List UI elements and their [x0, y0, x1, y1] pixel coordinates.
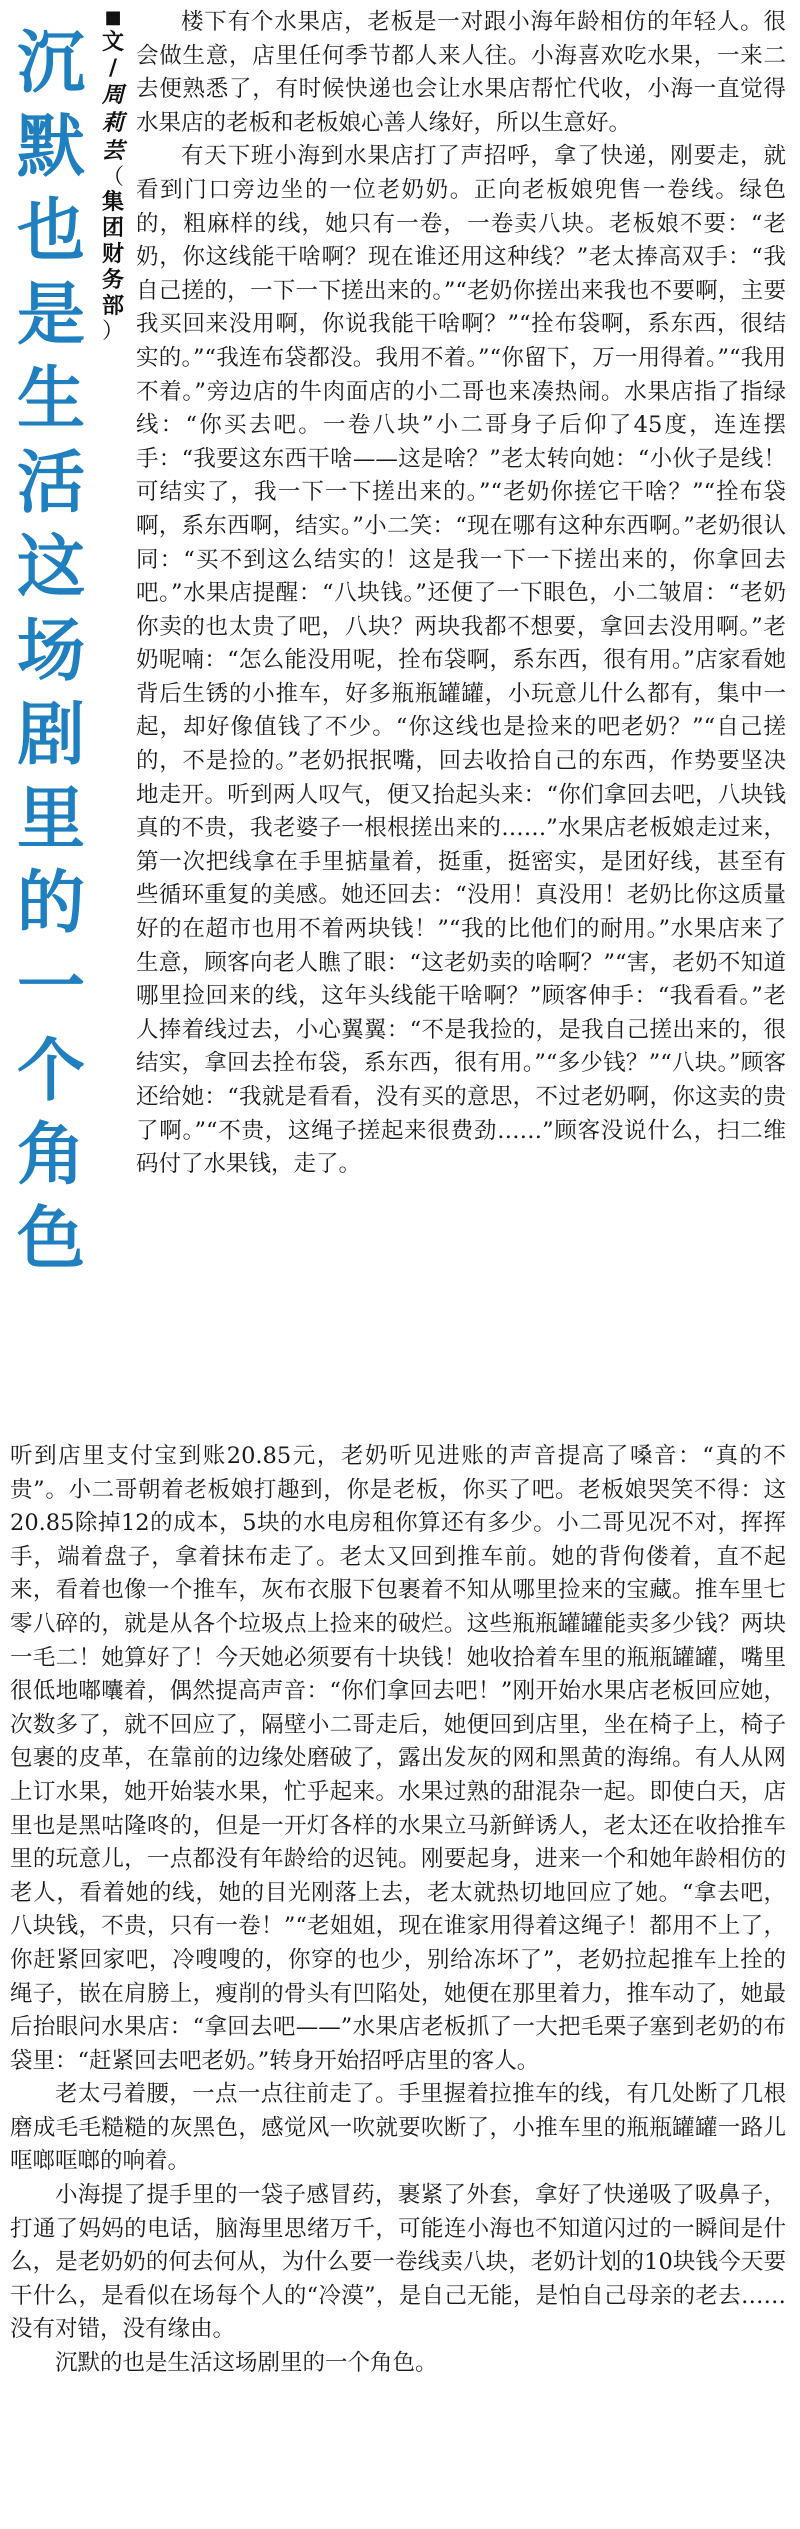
article-body-column [136, 6, 786, 1182]
byline-label-char: 文 [101, 30, 124, 55]
title-char: 剧 [16, 696, 85, 775]
author-department [102, 190, 124, 320]
department-char: 团 [101, 216, 124, 241]
title-char: 一 [16, 948, 85, 1027]
author-name-char: 莉 [101, 111, 124, 136]
paragraph: 有天下班小海到水果店打了声招呼，拿了快递，刚要走，就看到门口旁边坐的一位老奶奶。正向老板娘兜售一卷线。绿色的，粗麻样的线，她只有一卷，一卷卖八块。老板娘不要：“老奶，你这线能干啥啊？现在谁还用这种线？”老太捧高双手：“我自己搓的，一下一下搓出来的。”“老奶你搓出来我也不要啊，主要我买回来没用啊，你说我能干啥啊？”“拴布袋啊，系东西，很结实的。”“我连布袋都没。我用不着。”“你留下，万一用得着。”“我用不着。”旁边店的牛肉面店的小二哥也来凑热闹。水果店指了指绿线：“你买去吧。一卷八块”小二哥身子后仰了45度，连连摆手：“我要这东西干啥——这是啥？”老太转向她：“小伙子是线！可结实了，我一下一下搓出来的。”“老奶你搓它干啥？”“拴布袋啊，系东西啊，结实。”小二笑：“现在哪有这种东西啊。”老奶很认同：“买不到这么结实的！这是我一下一下搓出来的，你拿回去吧。”水果店提醒：“八块钱。”还便了一下眼色，小二皱眉：“老奶你卖的也太贵了吧，八块？两块我都不想要，拿回去没用啊。”老奶呢喃：“怎么能没用呢，拴布袋啊，系东西，很有用。”店家看她背后生锈的小推车，好多瓶瓶罐罐，小玩意儿什么都有，集中一起，却好像值钱了不少。“你这线也是捡来的吧老奶？”“自己搓的，不是捡的。”老奶抿抿嘴，回去收拾自己的东西，作势要坚决地走开。听到两人叹气，便又抬起头来：“你们拿回去吧，八块钱真的不贵，我老婆子一根根搓出来的……”水果店老板娘走过来，第一次把线拿在手里掂量着，挺重，挺密实，是团好线，甚至有些循环重复的美感。她还回去：“没用！真没用！老奶比你这质量好的在超市也用不着两块钱！”“我的比他们的耐用。”水果店来了生意，顾客向老人瞧了眼：“这老奶卖的啥啊？”“害，老奶不知道哪里捡回来的线，这年头线能干啥啊？”顾客伸手：“我看看。”老人捧着线过去，小心翼翼：“不是我捡的，是我自己搓出来的，很结实，拿回去拴布袋，系东西，很有用。”“多少钱？”“八块。”顾客还给她：“我就是看看，没有买的意思，不过老奶啊，你这卖的贵了啊。”“不贵，这绳子搓起来很费劲……”顾客没说什么，扫二维码付了水果钱，走了。 [136, 143, 786, 1178]
title-char: 角 [16, 1116, 85, 1195]
title-char: 这 [16, 528, 85, 607]
paragraph: 小海提了提手里的一袋子感冒药，裹紧了外套，拿好了快递吸了吸鼻子，打通了妈妈的电话，脑海里思绪万千，可能连小海也不知道闪过的一瞬间是什么，是老奶奶的何去何从，为什么要一卷线卖八块，老奶计划的10块钱今天要干什么，是看似在场每个人的“冷漠”，是自己无能，是怕自己母亲的老去……没有对错，没有缘由。 [10, 2182, 786, 2343]
byline-close-bracket: ） [101, 319, 124, 344]
byline-label-char: / [108, 56, 118, 81]
article-body-wide [10, 1440, 786, 2381]
title-char: 是 [16, 276, 85, 355]
byline-label [102, 30, 124, 82]
title-char: 里 [16, 780, 85, 859]
byline-open-bracket: （ [101, 165, 124, 190]
title-char: 活 [16, 444, 85, 523]
paragraph-closing: 沉默的也是生活这场剧里的一个角色。 [55, 2350, 438, 2377]
author-name-char: 芸 [101, 139, 124, 164]
title-char: 沉 [16, 24, 85, 103]
byline-mark: ■ [104, 7, 122, 28]
title-char: 场 [16, 612, 85, 691]
department-char: 部 [101, 294, 124, 319]
article-title [14, 22, 88, 1282]
department-char: 集 [101, 190, 124, 215]
title-char: 色 [16, 1200, 85, 1279]
author-name [102, 82, 124, 166]
department-char: 财 [101, 242, 124, 267]
department-char: 务 [101, 268, 124, 293]
title-char: 个 [16, 1032, 85, 1111]
title-char: 也 [16, 192, 85, 271]
paragraph: 楼下有个水果店，老板是一对跟小海年龄相仿的年轻人。很会做生意，店里任何季节都人来人往。小海喜欢吃水果，一来二去便熟悉了，有时候快递也会让水果店帮忙代收，小海一直觉得水果店的老板和老板娘心善人缘好，所以生意好。 [136, 9, 786, 136]
author-name-char: 周 [101, 83, 124, 108]
paragraph: 老太弓着腰，一点一点往前走了。手里握着拉推车的线，有几处断了几根磨成毛毛糙糙的灰黑色，感觉风一吹就要吹断了，小推车里的瓶瓶罐罐一路儿哐啷哐啷的响着。 [10, 2081, 786, 2175]
title-char: 的 [16, 864, 85, 943]
title-char: 默 [16, 108, 85, 187]
paragraph: 听到店里支付宝到账20.85元，老奶听见进账的声音提高了嗓音：“真的不贵”。小二哥朝着老板娘打趣到，你是老板，你买了吧。老板娘哭笑不得：这20.85除掉12的成本，5块的水电房租你算还有多少。小二哥见况不对，挥挥手，端着盘子，拿着抹布走了。老太又回到推车前。她的背佝偻着，直不起来，看着也像一个推车，灰布衣服下包裹着不知从哪里捡来的宝藏。推车里七零八碎的，就是从各个垃圾点上捡来的破烂。这些瓶瓶罐罐能卖多少钱？两块一毛二！她算好了！今天她必须要有十块钱！她收拾着车里的瓶瓶罐罐，嘴里很低地嘟囔着，偶然提高声音：“你们拿回去吧！”刚开始水果店老板回应她，次数多了，就不回应了，隔壁小二哥走后，她便回到店里，坐在椅子上，椅子包裹的皮革，在靠前的边缘处磨破了，露出发灰的网和黑黄的海绵。有人从网上订水果，她开始装水果，忙乎起来。水果过熟的甜混杂一起。即使白天，店里也是黑咕隆咚的，但是一开灯各样的水果立马新鲜诱人，老太还在收拾推车里的玩意儿，一点都没有年龄给的迟钝。刚要起身，进来一个和她年龄相仿的老人，看着她的线，她的目光刚落上去，老太就热切地回应了她。“拿去吧，八块钱，不贵，只有一卷！”“老姐姐，现在谁家用得着这绳子！都用不上了，你赶紧回家吧，冷嗖嗖的，你穿的也少，别给冻坏了”，老奶拉起推车上拴的绳子，嵌在肩膀上，瘦削的骨头有凹陷处，她便在那里着力，推车动了，她最后抬眼问水果店：“拿回去吧——”水果店老板抓了一大把毛栗子塞到老奶的布袋里：“赶紧回去吧老奶。”转身开始招呼店里的客人。 [10, 1443, 786, 2074]
title-char: 生 [16, 360, 85, 439]
byline [98, 6, 128, 344]
